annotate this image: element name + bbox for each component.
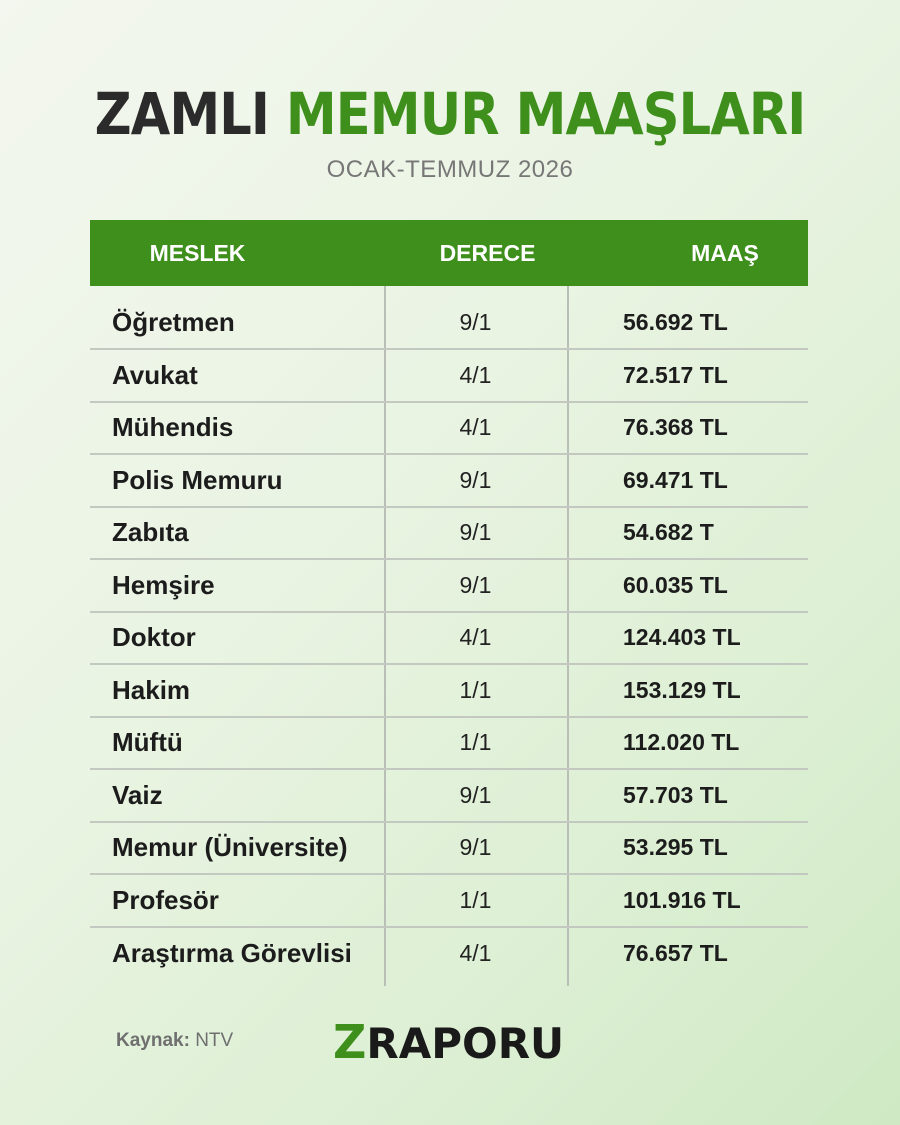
cell-grade: 4/1 xyxy=(459,624,492,651)
cell-job: Mühendis xyxy=(112,412,234,443)
brand-logo xyxy=(333,1016,564,1070)
table-body xyxy=(90,286,808,980)
table-row xyxy=(90,613,808,666)
cell-salary: 56.692 TL xyxy=(623,308,728,335)
table-row xyxy=(90,875,808,928)
cell-grade: 1/1 xyxy=(459,729,492,756)
cell-grade: 4/1 xyxy=(459,361,492,388)
cell-salary: 54.682 T xyxy=(623,519,714,546)
cell-grade: 9/1 xyxy=(459,519,492,546)
logo-text: RAPORU xyxy=(366,1019,565,1068)
source-label: Kaynak: xyxy=(116,1030,190,1051)
header-derece: DERECE xyxy=(439,239,536,266)
cell-job: Memur (Üniversite) xyxy=(112,832,348,863)
cell-job: Avukat xyxy=(112,359,198,390)
cell-salary: 60.035 TL xyxy=(623,571,728,598)
cell-grade: 4/1 xyxy=(459,414,492,441)
cell-grade: 4/1 xyxy=(459,940,492,967)
cell-job: Doktor xyxy=(112,622,196,653)
cell-job: Hakim xyxy=(112,674,191,705)
cell-salary: 72.517 TL xyxy=(623,361,728,388)
cell-salary: 153.129 TL xyxy=(623,676,741,703)
table-row xyxy=(90,560,808,613)
page-subtitle: OCAK-TEMMUZ 2026 xyxy=(326,156,574,183)
cell-job: Polis Memuru xyxy=(112,464,283,495)
table-row xyxy=(90,508,808,561)
cell-grade: 9/1 xyxy=(459,308,492,335)
table-row xyxy=(90,823,808,876)
source-value: NTV xyxy=(195,1030,234,1051)
cell-grade: 9/1 xyxy=(459,834,492,861)
table-row xyxy=(90,350,808,403)
cell-grade: 9/1 xyxy=(459,571,492,598)
table-row xyxy=(90,665,808,718)
table-header xyxy=(90,220,808,286)
cell-salary: 57.703 TL xyxy=(623,781,728,808)
cell-salary: 76.368 TL xyxy=(623,414,728,441)
header-meslek: MESLEK xyxy=(149,239,246,266)
cell-job: Profesör xyxy=(112,884,219,915)
source-credit xyxy=(116,1030,233,1052)
cell-salary: 112.020 TL xyxy=(623,729,740,756)
cell-job: Araştırma Görevlisi xyxy=(112,938,352,969)
title-part-1: ZAMLI xyxy=(94,80,269,148)
header-maas: MAAŞ xyxy=(691,239,759,266)
page-title xyxy=(54,74,846,154)
cell-job: Müftü xyxy=(112,727,183,758)
table-row xyxy=(90,403,808,456)
cell-grade: 1/1 xyxy=(459,886,492,913)
cell-job: Hemşire xyxy=(112,569,215,600)
cell-job: Zabıta xyxy=(112,517,189,548)
logo-z: Z xyxy=(333,1015,367,1069)
cell-salary: 124.403 TL xyxy=(623,624,741,651)
cell-job: Vaiz xyxy=(112,779,163,810)
table-row xyxy=(90,770,808,823)
cell-grade: 9/1 xyxy=(459,781,492,808)
cell-grade: 1/1 xyxy=(459,676,492,703)
cell-job: Öğretmen xyxy=(112,306,235,337)
table-row xyxy=(90,718,808,771)
cell-salary: 101.916 TL xyxy=(623,886,741,913)
salary-table xyxy=(90,220,808,980)
cell-salary: 69.471 TL xyxy=(623,466,728,493)
table-row xyxy=(90,928,808,981)
cell-salary: 76.657 TL xyxy=(623,940,728,967)
cell-salary: 53.295 TL xyxy=(623,834,728,861)
title-part-2: MEMUR MAAŞLARI xyxy=(285,80,806,148)
cell-grade: 9/1 xyxy=(459,466,492,493)
table-row xyxy=(90,286,808,350)
table-row xyxy=(90,455,808,508)
